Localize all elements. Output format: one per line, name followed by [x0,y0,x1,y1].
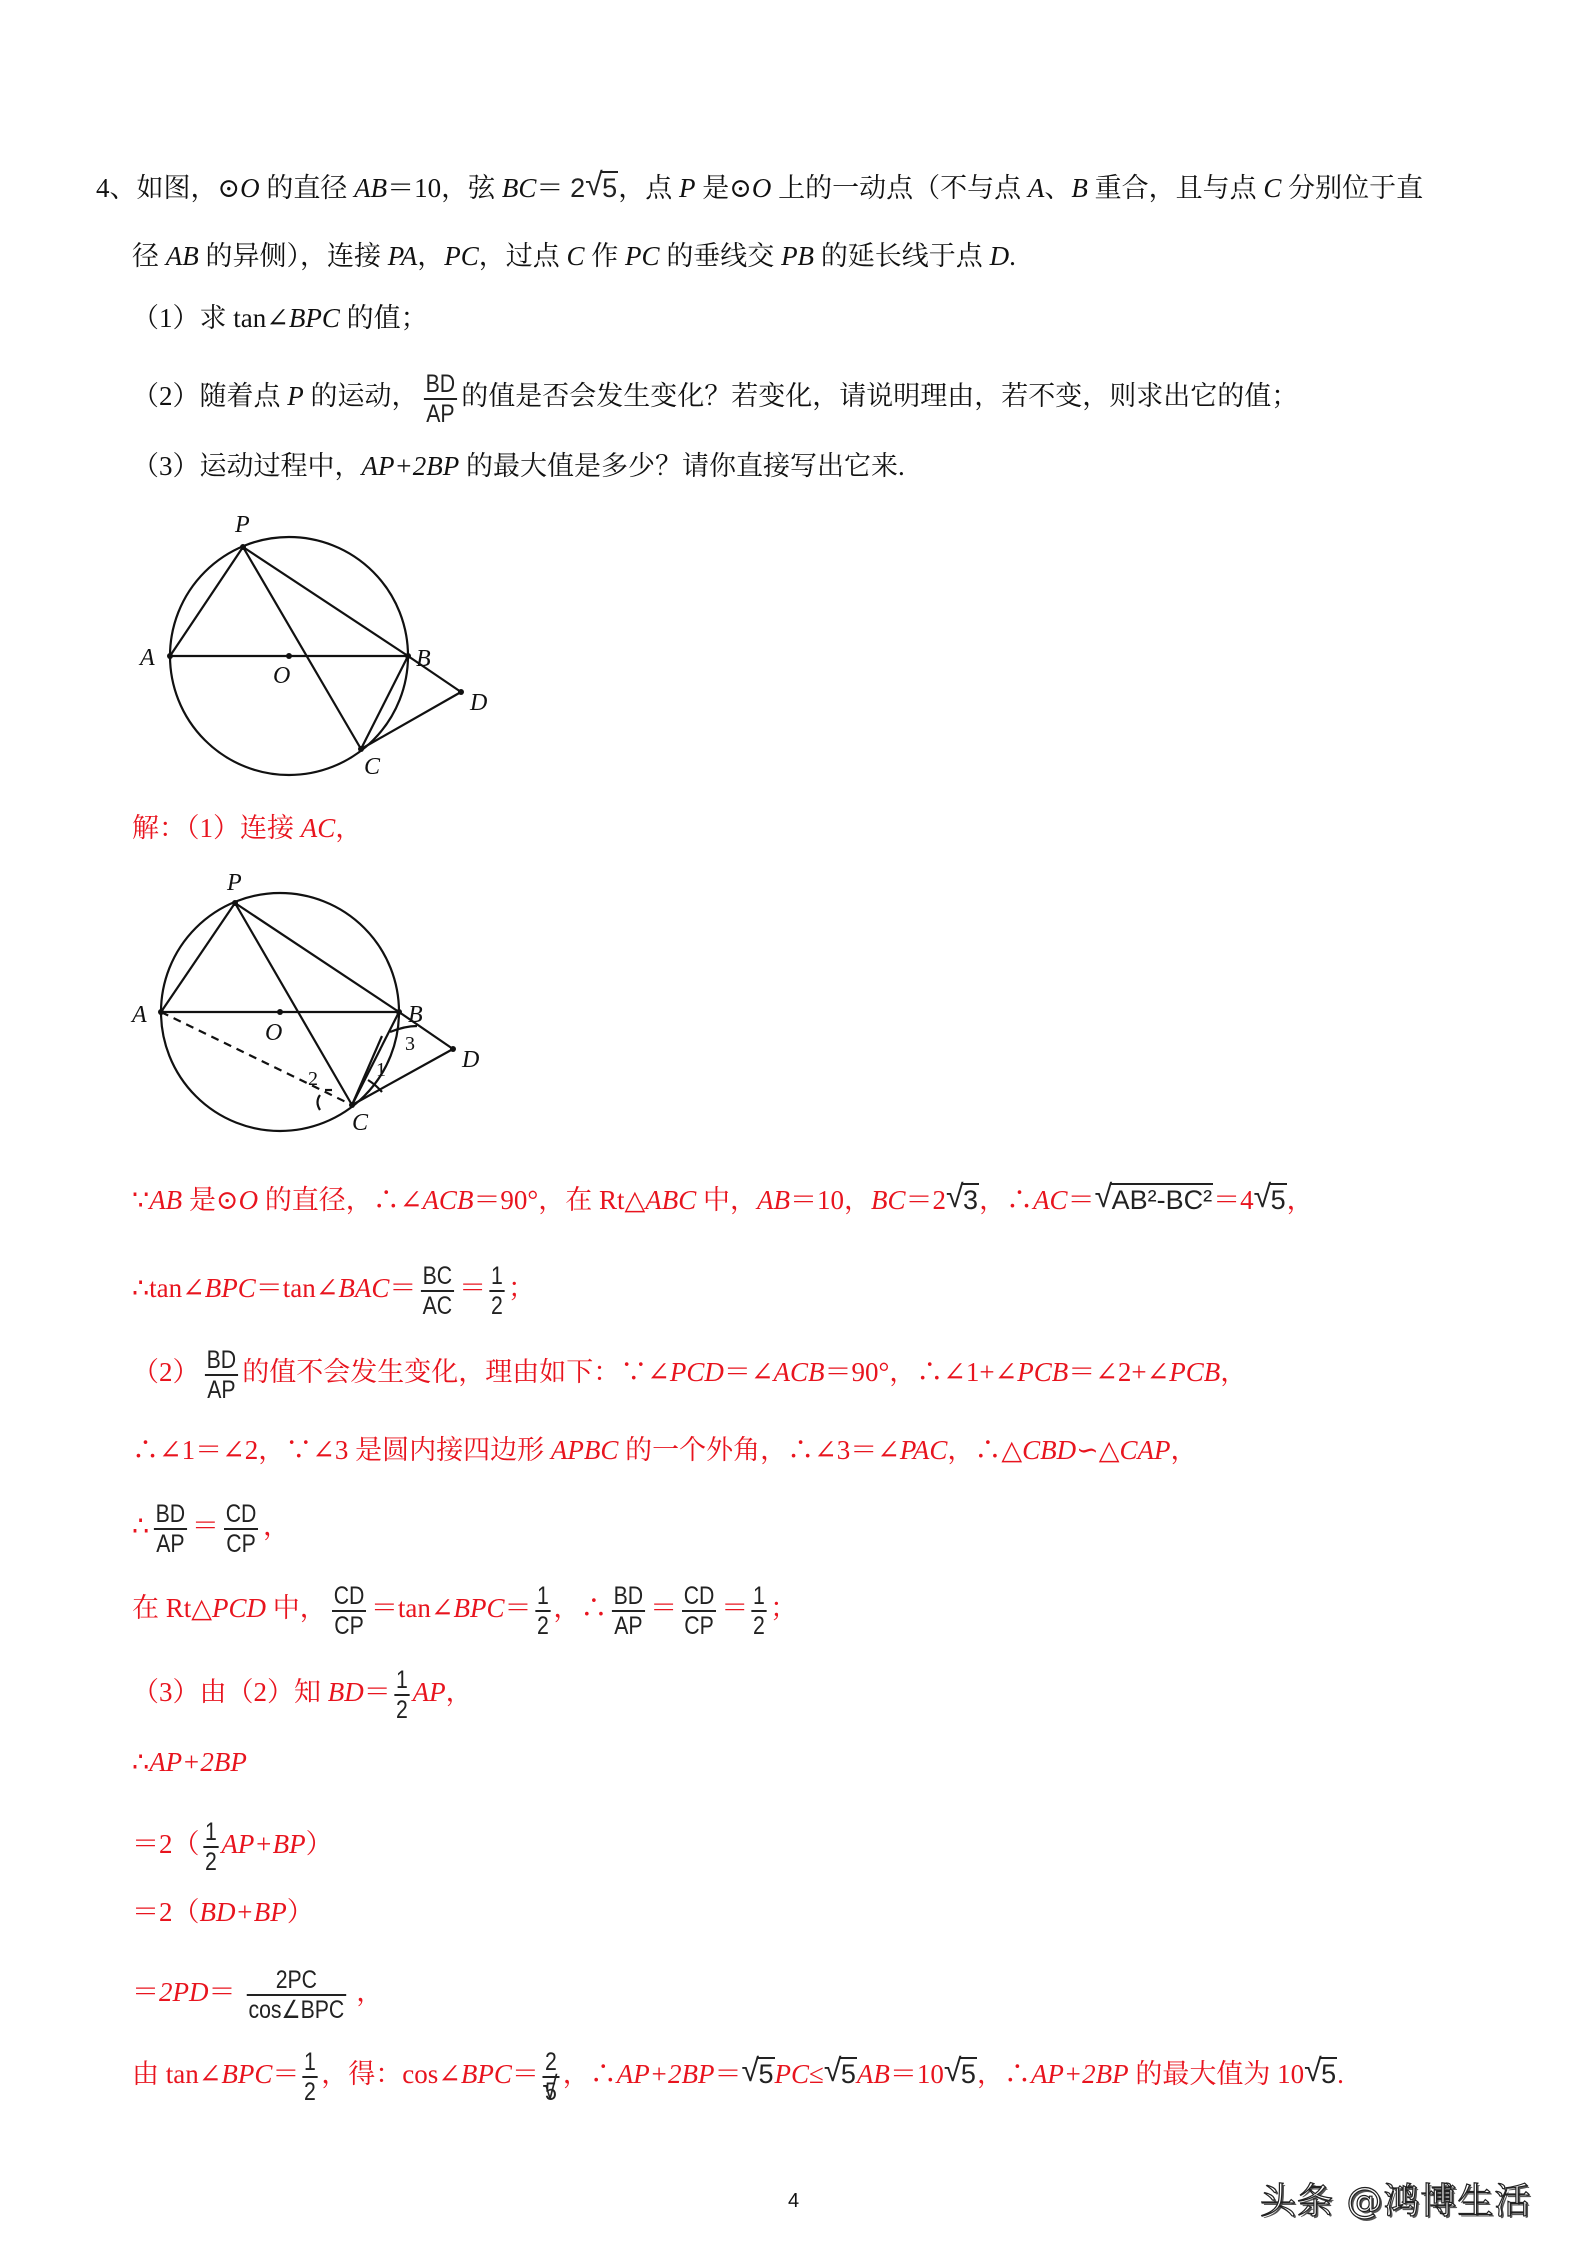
text: ＝ [459,1273,487,1304]
text: . [1009,241,1016,271]
text: ＝ [511,2059,539,2090]
math-var: ACB [773,1357,825,1388]
math-var: P [678,173,696,203]
text: 的直径，∴∠ [258,1185,423,1215]
math-var: APBC [550,1435,619,1465]
text: 的值； [339,303,428,333]
text: 径 [132,241,166,271]
math-var: A [1027,173,1045,203]
text: ∵ [132,1185,150,1215]
numerator: BD [614,1582,644,1610]
solution-step-8 [132,1742,247,1782]
math-var: PCD [212,1593,267,1624]
text: ， [445,1677,473,1708]
sqrt-symbol [585,168,618,208]
watermark: 头条 @鸿博生活 [1260,2181,1532,2222]
geometry-figure-2 [120,860,520,1140]
text: ， [1286,1185,1314,1215]
math-var: CBD [1022,1435,1077,1465]
label-a: A [132,1002,147,1028]
fraction [246,1966,345,2024]
text: ） [286,1897,314,1927]
numerator: 1 [491,1262,504,1290]
sqrt-symbol [824,2054,857,2094]
text: ＝ [1067,1185,1095,1215]
text: 的垂线交 [659,241,782,271]
denominator: AC [423,1292,453,1320]
math-expr: BD+BP [199,1897,287,1927]
denominator: AP [156,1530,185,1558]
math-var: BPC [288,303,340,333]
text: ＝tan∠ [255,1273,339,1304]
math-var: CAP [1119,1435,1171,1465]
text: ∴tan∠ [132,1273,205,1304]
denominator: CP [226,1530,256,1558]
text: 、 [1044,173,1072,203]
angle-1-label: 1 [376,1059,386,1081]
solution-step-9 [132,1818,333,1876]
math-var: PC [625,241,660,271]
text: 上的一动点（不与点 [771,173,1028,203]
page-number: 4 [788,2190,800,2212]
numerator: 1 [536,1582,549,1610]
math-expr: AP+2BP [361,451,460,481]
fraction [752,1582,767,1640]
math-var: PC [444,241,479,271]
math-var: BAC [338,1273,390,1304]
math-var: ABC [645,1185,697,1215]
text: ＝ [389,1273,417,1304]
fraction [154,1500,187,1558]
text: ＝90°，在 Rt△ [473,1185,646,1215]
math-var: BC [501,173,537,203]
text: ＝∠2+∠ [1068,1357,1170,1388]
text: ＝2（ [132,1897,200,1927]
denominator: 2 [395,1696,408,1724]
text: 解：（1）连接 [132,813,301,843]
math-var: AB [856,2059,890,2090]
math-var: PAC [899,1435,948,1465]
text: ＝90°，∴∠1+∠ [824,1357,1018,1388]
math-expr: AP+2BP [149,1747,247,1777]
text: 由 tan∠ [132,2059,222,2090]
text: ∽△ [1076,1435,1120,1465]
math-var: AB [757,1185,791,1215]
text: ； [770,1593,798,1624]
label-d: D [462,1047,480,1073]
label-p: P [227,870,242,896]
radicand: 5 [840,2059,856,2090]
text: ∴ [132,1511,150,1542]
solution-step-6 [132,1582,797,1640]
radicand: 5 [960,2059,976,2090]
text: ＝ [504,1593,532,1624]
math-var: AC [300,813,336,843]
sqrt-symbol [1304,2054,1337,2094]
text: ，∴ [562,2059,617,2090]
numerator: CD [333,1582,365,1610]
math-var: AC [1033,1185,1068,1215]
math-expr: AP+BP [221,1829,306,1860]
math-var: BC [871,1185,906,1215]
text: ＝10，弦 [387,173,502,203]
text: ＝10， [790,1185,872,1215]
denominator: 2 [753,1612,766,1640]
text: 的最大值为 10 [1128,2059,1305,2090]
sqrt-symbol [1254,1180,1287,1220]
text: ＝ [208,1977,236,2008]
numerator: BD [206,1346,236,1374]
text: 重合，且与点 [1087,173,1264,203]
text: ∴∠1＝∠2，∵∠3 是圆内接四边形 [132,1435,551,1465]
solution-step-1 [132,1180,1314,1220]
text: ＝ [721,1593,749,1624]
text: ， [1170,1435,1198,1465]
math-var: AB [354,173,388,203]
denominator: 2 [304,2078,317,2106]
text: ， [263,1511,291,1542]
text: ＝ [272,2059,300,2090]
text: ，∴△ [947,1435,1023,1465]
math-var: PCD [669,1357,724,1388]
text: ＝10 [889,2059,944,2090]
numerator: 1 [395,1666,408,1694]
text: ，∴ [979,1185,1034,1215]
text: 的直径 [259,173,355,203]
text: （3）由（2）知 [132,1677,328,1708]
math-var: BPC [221,2059,273,2090]
solution-step-11 [132,1966,383,2024]
label-o: O [273,663,291,689]
text: ＝ [191,1511,219,1542]
numerator: BD [425,370,455,398]
denominator: cos∠BPC [247,1996,344,2024]
text: . [1337,2059,1344,2090]
text: 的异侧），连接 [198,241,388,271]
numerator: 2PC [275,1966,317,1994]
numerator: 1 [204,1818,217,1846]
fraction [204,1346,237,1404]
text: ＝ [363,1677,391,1708]
fraction [394,1666,409,1724]
radicand: 5 [758,2059,774,2090]
radicand: 5 [544,2078,557,2106]
text: ； [508,1273,536,1304]
question-2 [132,370,1298,428]
text: （3）运动过程中， [132,451,362,481]
text: ＝ [536,173,571,203]
solution-step-3 [132,1346,1247,1404]
math-var: ACB [422,1185,474,1215]
fraction [612,1582,645,1640]
text: ，过点 [478,241,567,271]
text: （1）求 tan∠ [132,303,289,333]
text: 作 [584,241,626,271]
denominator: CP [334,1612,364,1640]
math-var: PB [781,241,815,271]
numerator: BC [423,1262,453,1290]
sqrt-coef: 2 [570,173,586,203]
radicand: 5 [602,173,618,203]
math-expr: AP+2BP [616,2059,715,2090]
fraction-bd-ap [423,370,456,428]
label-d: D [470,690,488,716]
text: ≤ [809,2059,824,2090]
text: 是⊙ [182,1185,239,1215]
problem-line-2 [132,236,1016,276]
text: ＝ [132,1977,159,2008]
math-var: BPC [204,1273,256,1304]
text: ＝2 [905,1185,947,1215]
math-var: AP [412,1677,446,1708]
text: ＝tan∠ [370,1593,454,1624]
text: 的延长线于点 [814,241,990,271]
angle-2-label: 2 [308,1068,318,1090]
sqrt-symbol [1095,1180,1214,1220]
text: 分别位于直 [1281,173,1424,203]
text: ，∴ [553,1593,608,1624]
text: （2）随着点 [132,381,288,412]
denominator-sqrt [542,2078,559,2106]
text: 的一个外角，∴∠3＝∠ [618,1435,900,1465]
math-expr: AP+2BP [1030,2059,1129,2090]
solution-step-12 [132,2048,1344,2106]
text: 中， [266,1593,327,1624]
numerator: 1 [753,1582,766,1610]
text: ，点 [618,173,679,203]
radicand: 5 [1270,1185,1286,1215]
math-var: C [566,241,585,271]
fraction [682,1582,716,1640]
geometry-figure-1 [120,500,520,790]
text: ） [305,1829,333,1860]
fraction [332,1582,366,1640]
radicand: 3 [963,1185,979,1215]
math-var: PCB [1017,1357,1069,1388]
fraction [542,2048,559,2106]
problem-line-1 [96,168,1423,208]
fraction [303,2048,318,2106]
text: 的值是否会发生变化？若变化，请说明理由，若不变，则求出它的值； [461,381,1299,412]
math-var: BD [327,1677,364,1708]
text: ＝4 [1213,1185,1254,1215]
text: ， [335,813,363,843]
denominator: AP [425,400,455,428]
text: ＝2（ [132,1829,200,1860]
sqrt-symbol [742,2054,775,2094]
label-a: A [140,645,155,671]
text: ，∴ [976,2059,1031,2090]
fraction [535,1582,550,1640]
solution-step-5 [132,1500,290,1558]
math-var: P [287,381,304,412]
fraction [421,1262,454,1320]
label-b: B [408,1002,423,1028]
numerator: CD [683,1582,715,1610]
radicand: AB²-BC² [1111,1185,1213,1215]
sqrt-symbol [944,2054,977,2094]
denominator: 2 [491,1292,504,1320]
text: ， [356,1977,384,2008]
text: ＝ [714,2059,742,2090]
text: 如图，⊙ [136,173,241,203]
question-1 [132,298,428,338]
math-var: PCB [1169,1357,1221,1388]
math-var: B [1071,173,1088,203]
text: 在 Rt△ [132,1593,213,1624]
math-var: C [1263,173,1282,203]
math-var: BPC [453,1593,505,1624]
label-c: C [352,1110,369,1136]
text: 的值不会发生变化，理由如下：∵∠ [242,1357,670,1388]
denominator: AP [614,1612,643,1640]
math-var: O [240,173,260,203]
numerator: 1 [304,2048,317,2076]
question-3 [132,446,905,486]
text: 是⊙ [695,173,752,203]
fraction [203,1818,218,1876]
text: 的最大值是多少？请你直接写出它来. [459,451,905,481]
text: 中， [696,1185,758,1215]
text: ，得：cos∠ [321,2059,461,2090]
fraction [489,1262,504,1320]
numerator: 2 [544,2048,557,2076]
solution-step-2 [132,1262,535,1320]
denominator: AP [206,1376,236,1404]
label-o: O [265,1020,283,1046]
sqrt-symbol [946,1180,979,1220]
math-var: AB [149,1185,183,1215]
denominator: 2 [204,1848,217,1876]
label-c: C [364,754,381,780]
angle-3-label: 3 [405,1033,415,1055]
text: ＝∠ [723,1357,774,1388]
label-b: B [416,646,431,672]
solution-step-7 [132,1666,473,1724]
denominator: 2 [536,1612,549,1640]
solution-step-10 [132,1892,314,1932]
text: ∴ [132,1747,150,1777]
math-var: O [751,173,772,203]
text: ， [1220,1357,1248,1388]
math-var: BPC [460,2059,512,2090]
math-var: AB [165,241,199,271]
denominator: CP [684,1612,714,1640]
fraction [224,1500,258,1558]
solution-intro [132,808,362,848]
math-var: O [238,1185,259,1215]
numerator: CD [225,1500,257,1528]
math-var: PC [774,2059,810,2090]
numerator: BD [155,1500,186,1528]
math-var: PA [387,241,418,271]
text: ， [417,241,445,271]
problem-number: 4、 [96,173,137,203]
math-var: D [989,241,1010,271]
solution-step-4 [132,1430,1198,1470]
radicand: 5 [1321,2059,1337,2090]
text: （2） [132,1357,200,1388]
math-expr: 2PD [159,1977,209,2008]
text: ＝ [650,1593,678,1624]
label-p: P [235,512,250,538]
text: 的运动， [303,381,419,412]
